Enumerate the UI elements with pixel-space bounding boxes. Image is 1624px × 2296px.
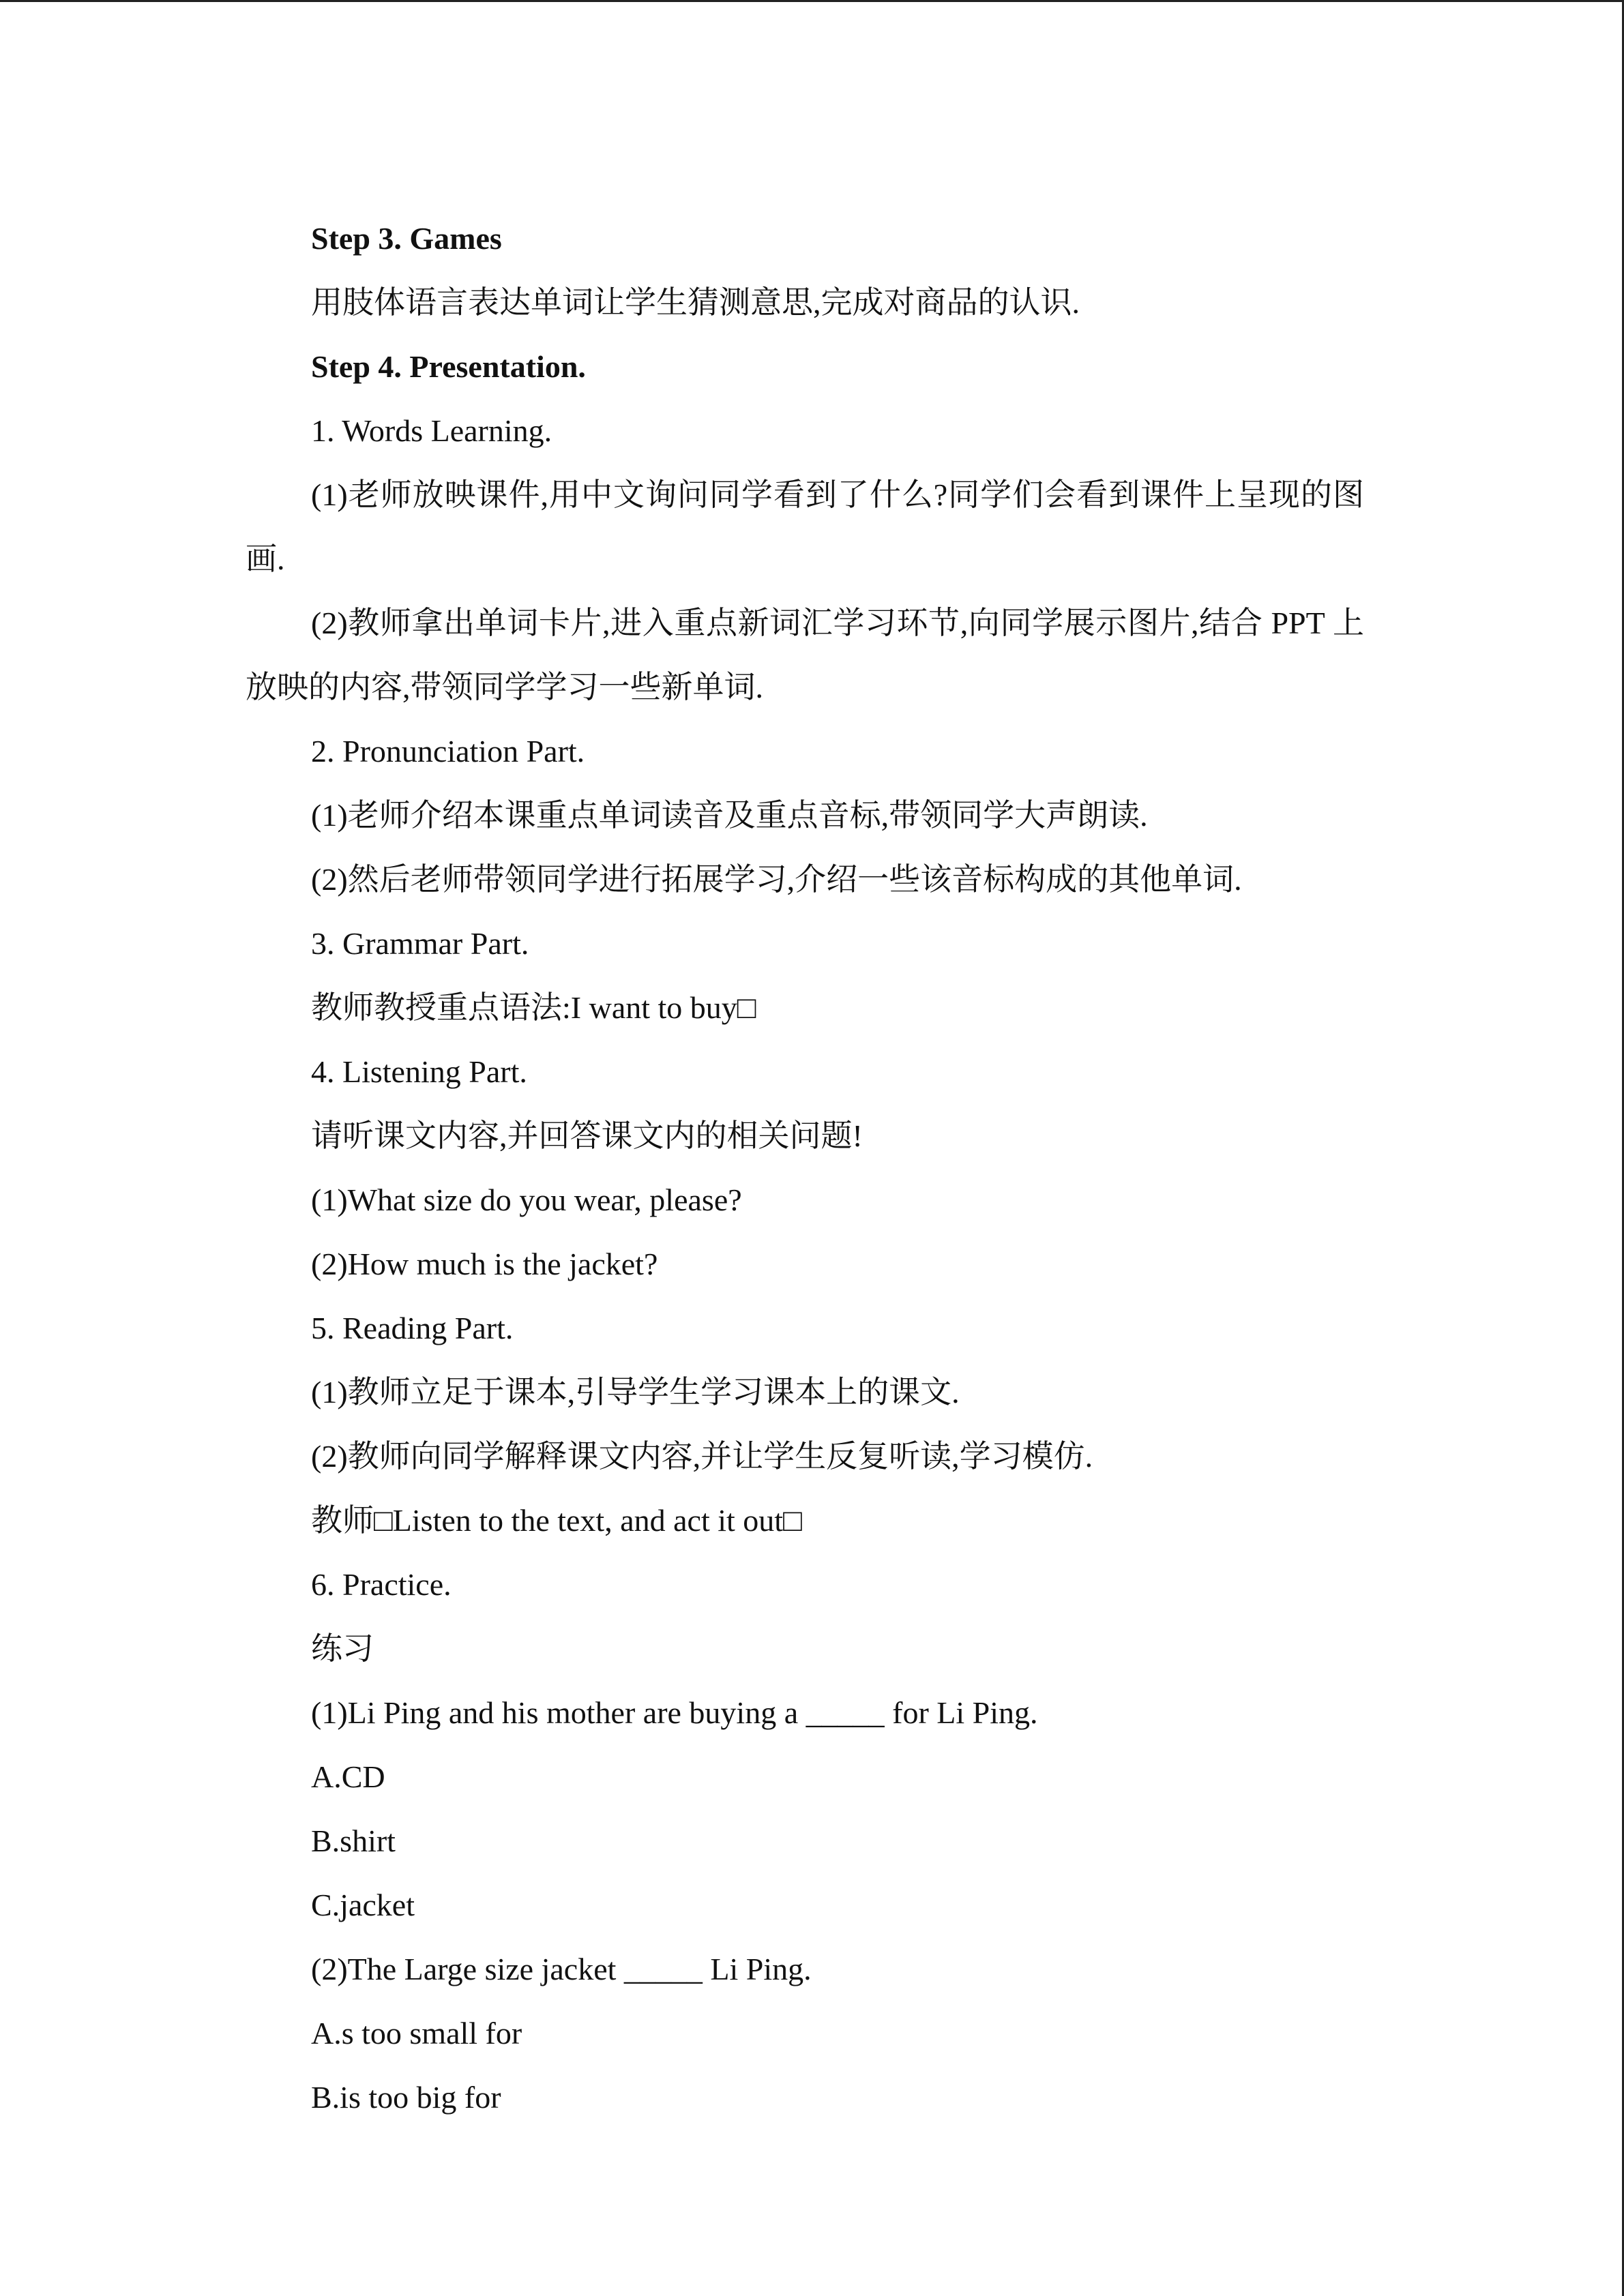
question: (1)Li Ping and his mother are buying a _____ for Li Ping. bbox=[311, 1695, 1038, 1730]
section-heading: 1. Words Learning. bbox=[311, 413, 552, 448]
paragraph: (2)教师拿出单词卡片,进入重点新词汇学习环节,向同学展示图片,结合 PPT 上放映的内容,带领同学学习一些新单词. bbox=[246, 606, 1364, 704]
answer-option: A.CD bbox=[311, 1759, 385, 1794]
answer-option: B.is too big for bbox=[311, 2080, 501, 2115]
step-heading: Step 4. Presentation. bbox=[311, 349, 586, 384]
paragraph: 教师教授重点语法:I want to buy□ bbox=[311, 990, 756, 1025]
section-heading: 3. Grammar Part. bbox=[311, 926, 529, 961]
paragraph: (1)老师介绍本课重点单词读音及重点音标,带领同学大声朗读. bbox=[311, 798, 1148, 833]
answer-option: B.shirt bbox=[311, 1823, 396, 1858]
paragraph: 用肢体语言表达单词让学生猜测意思,完成对商品的认识. bbox=[311, 285, 1080, 320]
question: (2)How much is the jacket? bbox=[311, 1247, 658, 1281]
paragraph: (2)教师向同学解释课文内容,并让学生反复听读,学习模仿. bbox=[311, 1439, 1093, 1474]
section-heading: 2. Pronunciation Part. bbox=[311, 734, 585, 769]
paragraph: (2)然后老师带领同学进行拓展学习,介绍一些该音标构成的其他单词. bbox=[311, 862, 1242, 897]
paragraph: 教师□Listen to the text, and act it out□ bbox=[311, 1503, 802, 1538]
answer-option: C.jacket bbox=[311, 1888, 415, 1922]
section-heading: 4. Listening Part. bbox=[311, 1054, 527, 1089]
question: (2)The Large size jacket _____ Li Ping. bbox=[311, 1952, 812, 1986]
paragraph: (1)教师立足于课本,引导学生学习课本上的课文. bbox=[311, 1375, 960, 1410]
section-heading: 5. Reading Part. bbox=[311, 1311, 514, 1345]
document-body bbox=[246, 207, 1364, 2130]
paragraph: (1)老师放映课件,用中文询问同学看到了什么?同学们会看到课件上呈现的图画. bbox=[246, 477, 1364, 576]
question: (1)What size do you wear, please? bbox=[311, 1182, 742, 1217]
section-heading: 6. Practice. bbox=[311, 1567, 452, 1602]
step-heading: Step 3. Games bbox=[311, 221, 502, 256]
paragraph: 练习 bbox=[311, 1631, 374, 1666]
paragraph: 请听课文内容,并回答课文内的相关问题! bbox=[311, 1118, 863, 1153]
answer-option: A.s too small for bbox=[311, 2016, 522, 2051]
